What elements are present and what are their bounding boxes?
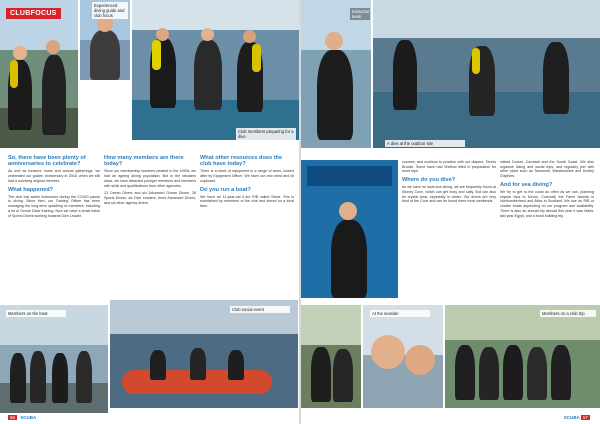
heading: And for sea diving? (500, 181, 553, 188)
photo-lake-shore (301, 305, 361, 408)
photo-caption: Club members preparing for a dive (236, 128, 296, 140)
heading: How many members are there today? (104, 155, 184, 168)
left-column-1 (8, 155, 100, 221)
paragraph: We try to get to the coast as often as we can, planning regular trips to Devon, Cornwall, the Farne Islands in Northumberland and Abbs in Scotland. We use an RIB or charter boats depending on our program and availability. There is also an annual trip abroad this year it was Malta, last year Egypt, and a bond building trip. (500, 190, 594, 218)
section-tag: CLUBFOCUS (6, 8, 61, 19)
paragraph: visited Dorset, Cornwall and the South Coast. We also organise hiking and social trips, and regularly join with other clubs such as Tamworth, Warwickshire and Dudley Dolphins. (500, 160, 594, 179)
photo-boat (110, 300, 298, 408)
photo-group-shore (0, 305, 108, 413)
right-column-1 (402, 160, 496, 207)
magazine-title: SCUBA (20, 415, 37, 420)
page-number: 56 (10, 415, 16, 420)
photo-caption: Members on the boat (6, 310, 66, 317)
heading: So, there have been plenty of anniversaries to celebrate? (8, 155, 86, 168)
paragraph: Since our membership numbers peaked in the 1990s, we had an ageing diving population. But in the decades since, we have attracted younger members and members with skills and qualifications from other agencies. (104, 169, 196, 188)
magazine-title: SCUBA (563, 415, 580, 420)
photo-dive-site (373, 0, 600, 148)
heading: Do you run a boat? (200, 186, 251, 193)
photo-selfie-seaside (363, 305, 443, 408)
left-column-2 (104, 155, 196, 208)
paragraph: We have an 11-year-old 6.4m RIB called Steve. She is maintained by members of the club and stored on a local farm. (200, 194, 294, 209)
right-column-2 (500, 160, 594, 221)
photo-caption: A dive at the outdoor site (385, 140, 465, 147)
paragraph: There is a stock of equipment in a range of sizes, looked after by Equipment Officer. We have our own shed and kit cupboard. (200, 169, 294, 183)
photo-caption: Members on a club trip (540, 310, 596, 317)
photo-diver-closeup (301, 0, 371, 148)
photo-club-trip (445, 305, 600, 408)
footer-right (564, 415, 592, 420)
heading: Where do you dive? (402, 177, 456, 184)
paragraph: As well as treasure hunts and annual gatherings, we celebrated our golden anniversary in 2018, when we still had a surviving original member. (8, 169, 100, 183)
footer-left (8, 415, 36, 420)
paragraph: The club lost active instructors during the COVID pause to diving. Since then, our Training Officer has been managing the long-term upskilling of members, including a lot of Ocean Diver training. Now we have a small batch of Sports Divers working towards Dive Leader. (8, 194, 100, 218)
photo-caption: Club social event (230, 306, 290, 313)
paragraph: 13 Ocean Divers and six Advanced Ocean Divers, 26 Sports Divers, six Dive Leaders, three Advanced Divers, and six other agency divers. (104, 191, 196, 205)
photo-divers-lake (0, 0, 78, 148)
photo-members-preparing (132, 0, 299, 140)
paragraph: courses, and continue to practise with our diapers, Tennis Brooke. Some have had Shellow titled in preparation for more trips. (402, 160, 496, 174)
page-number: 57 (582, 415, 588, 420)
left-column-3 (200, 155, 294, 212)
photo-instructor-banner (301, 160, 398, 298)
photo-caption: Experienced diving guide and club focus (92, 2, 128, 19)
heading: What happened? (8, 186, 54, 193)
photo-caption: Instructor team (352, 9, 370, 19)
paragraph: As we have no local sea diving, we are frequently found at Stoney Cove, which can get busy and salty. But can also be crystal clear, especially in winter. Our divers are very fond of the Cove and can be found there most weekends. (402, 185, 496, 204)
heading: What other resources does the club have today? (200, 155, 283, 168)
photo-caption: At the seaside (370, 310, 430, 317)
